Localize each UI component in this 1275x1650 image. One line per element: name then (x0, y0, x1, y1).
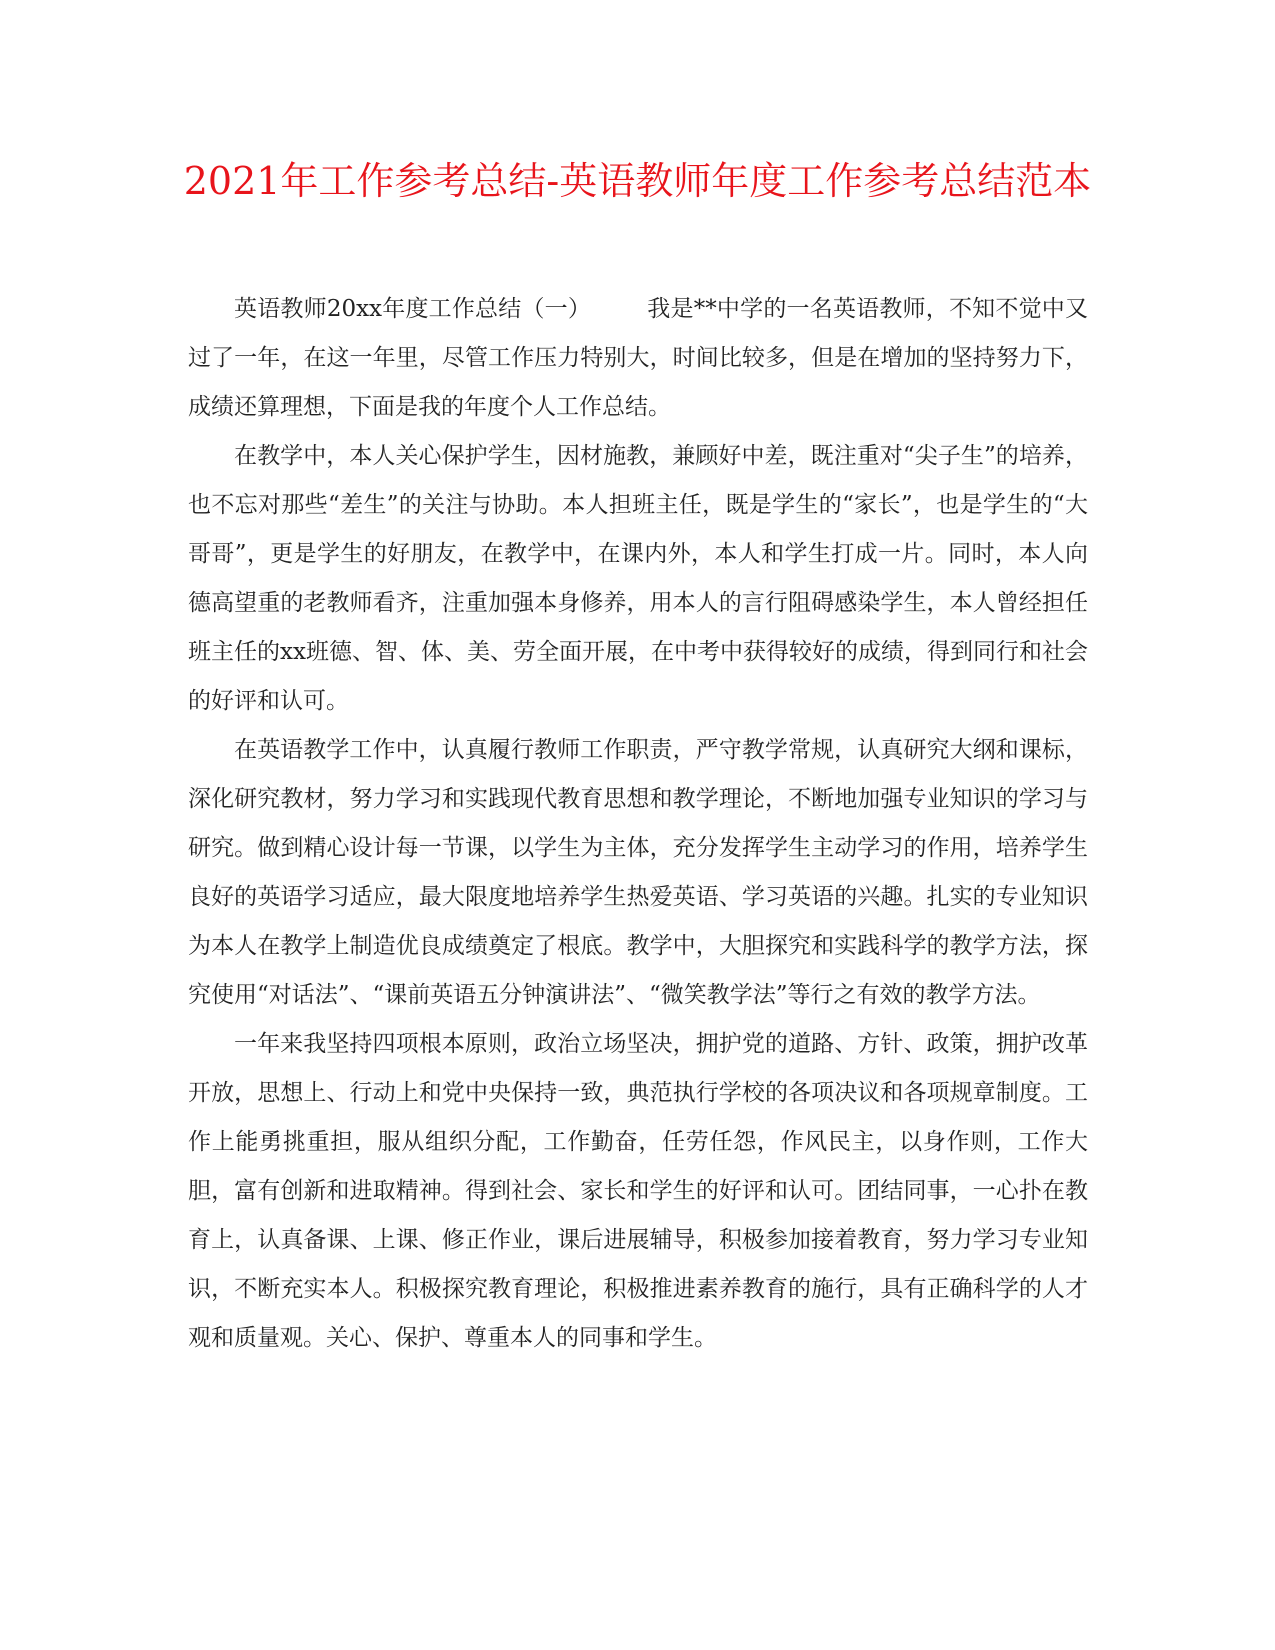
paragraph-3: 在英语教学工作中，认真履行教师工作职责，严守教学常规，认真研究大纲和课标，深化研究教材，努力学习和实践现代教育思想和教学理论，不断地加强专业知识的学习与研究。做到精心设计每一节课，以学生为主体，充分发挥学生主动学习的作用，培养学生良好的英语学习适应，最大限度地培养学生热爱英语、学习英语的兴趣。扎实的专业知识为本人在教学上制造优良成绩奠定了根底。教学中，大胆探究和实践科学的教学方法，探究使用“对话法”、“课前英语五分钟演讲法”、“微笑教学法”等行之有效的教学方法。 (188, 737, 1088, 1008)
paragraph-1 (188, 285, 1088, 432)
document-body (188, 285, 1088, 1363)
paragraph-4: 一年来我坚持四项根本原则，政治立场坚决，拥护党的道路、方针、政策，拥护改革开放，思想上、行动上和党中央保持一致，典范执行学校的各项决议和各项规章制度。工作上能勇挑重担，服从组织分配，工作勤奋，任劳任怨，作风民主，以身作则，工作大胆，富有创新和进取精神。得到社会、家长和学生的好评和认可。团结同事，一心扑在教育上，认真备课、上课、修正作业，课后进展辅导，积极参加接着教育，努力学习专业知识，不断充实本人。积极探究教育理论，积极推进素养教育的施行，具有正确科学的人才观和质量观。关心、保护、尊重本人的同事和学生。 (188, 1031, 1088, 1351)
paragraph-2: 在教学中，本人关心保护学生，因材施教，兼顾好中差，既注重对“尖子生”的培养，也不忘对那些“差生”的关注与协助。本人担班主任，既是学生的“家长”，也是学生的“大哥哥”，更是学生的好朋友，在教学中，在课内外，本人和学生打成一片。同时，本人向德高望重的老教师看齐，注重加强本身修养，用本人的言行阻碍感染学生，本人曾经担任班主任的xx班德、智、体、美、劳全面开展，在中考中获得较好的成绩，得到同行和社会的好评和认可。 (188, 443, 1088, 714)
document-title: 2021年工作参考总结-英语教师年度工作参考总结范本 (183, 159, 1092, 203)
subheading: 英语教师20xx年度工作总结（一） (234, 296, 592, 322)
paragraph-1-text: 我是**中学的一名英语教师，不知不觉中又过了一年，在这一年里，尽管工作压力特别大，时间比较多，但是在增加的坚持努力下，成绩还算理想，下面是我的年度个人工作总结。 (188, 296, 1088, 420)
